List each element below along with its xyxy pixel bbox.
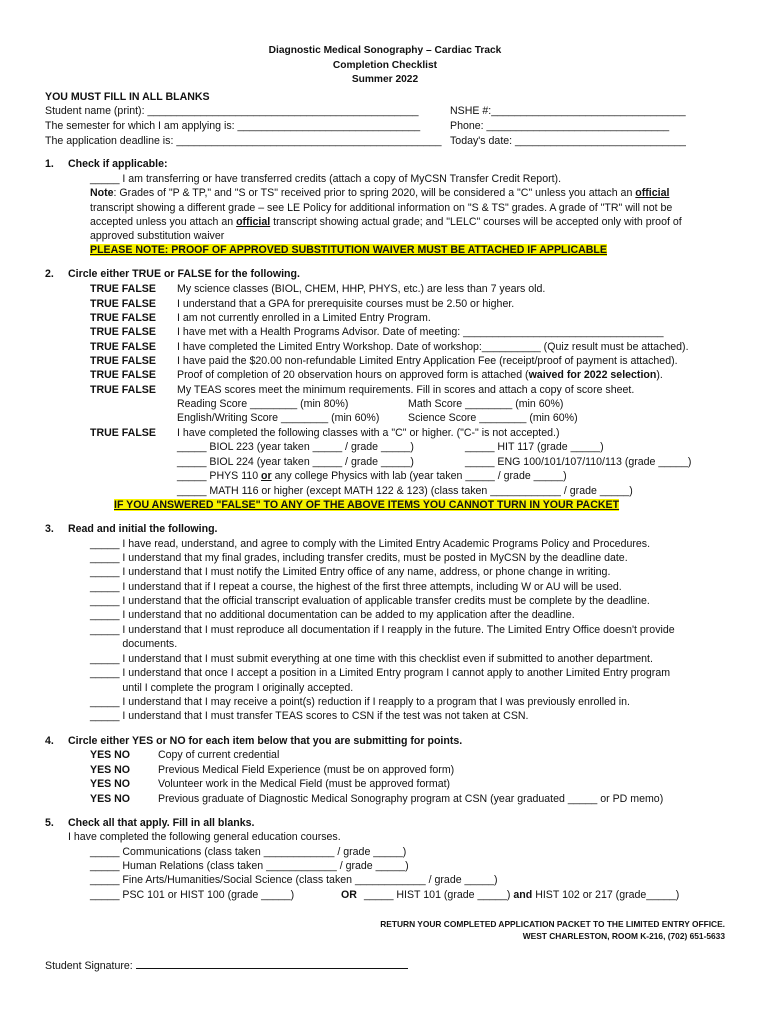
document-subtitle: Completion Checklist: [332, 59, 438, 71]
statement-item: My science classes (BIOL, CHEM, HHP, PHYS, etc.) are less than 7 years old.: [177, 283, 546, 295]
section-5-number: 5.: [45, 817, 54, 829]
true-false-choice[interactable]: TRUE FALSE: [90, 283, 156, 295]
nshe-field[interactable]: NSHE #:_________________________________: [450, 105, 686, 117]
eng-field[interactable]: _____ ENG 100/101/107/110/113 (grade _____): [465, 456, 692, 468]
section-4-number: 4.: [45, 735, 54, 747]
and-emphasis: and: [513, 889, 533, 901]
true-false-choice[interactable]: TRUE FALSE: [90, 369, 156, 381]
false-warning-text: IF YOU ANSWERED "FALSE" TO ANY OF THE ABOVE ITEMS YOU CANNOT TURN IN YOUR PACKET: [114, 499, 620, 511]
initial-line[interactable]: _____ I understand that I may receive a point(s) reduction if I reapply to a program that I was previously enrolled in.: [90, 696, 630, 708]
or-emphasis: or: [261, 470, 272, 482]
official-emphasis-2: official: [236, 216, 271, 228]
statement-item: I have completed the following classes with a "C" or higher. ("C-" is not accepted.): [177, 427, 560, 439]
semester-field[interactable]: The semester for which I am applying is: _______________________________: [45, 120, 421, 132]
signature-row: [45, 957, 408, 974]
initial-line-continuation: documents.: [90, 638, 178, 650]
initial-line[interactable]: _____ I understand that the official transcript evaluation of applicable transfer credits must be complete by the deadline.: [90, 595, 650, 607]
document-header: [0, 44, 770, 88]
math-score-field[interactable]: Math Score ________ (min 60%): [408, 398, 564, 410]
yes-no-choice[interactable]: YES NO: [90, 793, 131, 805]
section-1-heading: Check if applicable:: [68, 158, 168, 170]
please-note-banner: [90, 243, 607, 258]
points-item: Volunteer work in the Medical Field (must be approved format): [158, 778, 451, 790]
psc101-field[interactable]: _____ PSC 101 or HIST 100 (grade _____): [90, 889, 295, 901]
initial-line[interactable]: _____ I understand that if I repeat a course, the highest of the first three attempts, including W or AU will be used.: [90, 581, 622, 593]
phone-field[interactable]: Phone: _______________________________: [450, 120, 670, 132]
return-instructions: [380, 918, 725, 942]
true-false-choice[interactable]: TRUE FALSE: [90, 355, 156, 367]
todays-date-field[interactable]: Today's date: _____________________________: [450, 135, 686, 147]
please-note-text: PLEASE NOTE: PROOF OF APPROVED SUBSTITUTION WAIVER MUST BE ATTACHED IF APPLICABLE: [90, 244, 607, 256]
reading-score-field[interactable]: Reading Score ________ (min 80%): [177, 398, 349, 410]
note-line-2: transcript showing a different grade – see LE Policy for additional information on "S & TS" grades. A grade of "TR" will not be: [90, 202, 673, 214]
fine-arts-field[interactable]: _____ Fine Arts/Humanities/Social Science (class taken ____________ / grade _____): [90, 874, 498, 886]
true-false-choice[interactable]: TRUE FALSE: [90, 384, 156, 396]
points-item: Copy of current credential: [158, 749, 280, 761]
section-1-number: 1.: [45, 158, 54, 170]
transfer-credits-line[interactable]: _____ I am transferring or have transferred credits (attach a copy of MyCSN Transfer Credit Report).: [90, 173, 562, 185]
false-warning-banner: [114, 498, 619, 513]
biol223-field[interactable]: _____ BIOL 223 (year taken _____ / grade _____): [177, 441, 414, 453]
note-text-c2: transcript showing actual grade; and "LELC" courses will be accepted only with proof of: [270, 216, 682, 228]
section-5-heading: Check all that apply. Fill in all blanks.: [68, 817, 255, 829]
document-term: Summer 2022: [351, 74, 419, 86]
math116-field[interactable]: _____ MATH 116 or higher (except MATH 122 & 123) (class taken ____________ / grade _____): [177, 485, 633, 497]
initial-line[interactable]: _____ I have read, understand, and agree to comply with the Limited Entry Academic Programs Policy and Procedures.: [90, 538, 651, 550]
points-item: Previous Medical Field Experience (must be on approved form): [158, 764, 455, 776]
true-false-choice[interactable]: TRUE FALSE: [90, 312, 156, 324]
initial-line[interactable]: _____ I understand that I must reproduce all documentation if I reapply in the future. The Limited Entry Office doesn't provide: [90, 624, 675, 636]
true-false-choice[interactable]: TRUE FALSE: [90, 341, 156, 353]
note-label: Note: [90, 187, 114, 199]
signature-line[interactable]: [136, 957, 408, 969]
points-item[interactable]: Previous graduate of Diagnostic Medical Sonography program at CSN (year graduated _____ or PD memo): [158, 793, 664, 805]
student-name-field[interactable]: Student name (print): ______________________________________________: [45, 105, 419, 117]
note-line-3: [90, 215, 682, 230]
hit117-field[interactable]: _____ HIT 117 (grade _____): [465, 441, 604, 453]
initial-line[interactable]: _____ I understand that once I accept a position in a Limited Entry program I cannot apply to another Limited Entry program: [90, 667, 671, 679]
statement-item[interactable]: I have met with a Health Programs Advisor. Date of meeting: __________________________________: [177, 326, 664, 338]
waived-emphasis: waived for 2022 selection: [528, 369, 657, 381]
yes-no-choice[interactable]: YES NO: [90, 778, 131, 790]
note-line-1: [90, 186, 669, 201]
section-3-heading: Read and initial the following.: [68, 523, 218, 535]
initial-line-continuation: until I complete the program I originally accepted.: [90, 682, 354, 694]
statement-item: I am not currently enrolled in a Limited Entry Program.: [177, 312, 431, 324]
gen-ed-intro: I have completed the following general education courses.: [68, 831, 341, 843]
yes-no-choice[interactable]: YES NO: [90, 764, 131, 776]
official-emphasis: official: [635, 187, 670, 199]
note-text-c1: accepted unless you attach an: [90, 216, 237, 228]
yes-no-choice[interactable]: YES NO: [90, 749, 131, 761]
obs-text-c: ).: [656, 369, 663, 381]
true-false-choice[interactable]: TRUE FALSE: [90, 326, 156, 338]
initial-line[interactable]: _____ I understand that I must notify the Limited Entry office of any name, address, or phone change in writing.: [90, 566, 611, 578]
section-3-number: 3.: [45, 523, 54, 535]
biol224-field[interactable]: _____ BIOL 224 (year taken _____ / grade _____): [177, 456, 414, 468]
statement-item: I have paid the $20.00 non-refundable Limited Entry Application Fee (receipt/proof of payment is attached).: [177, 355, 678, 367]
return-line-2: WEST CHARLESTON, ROOM K-216, (702) 651-5633: [522, 931, 725, 941]
true-false-choice[interactable]: TRUE FALSE: [90, 427, 156, 439]
statement-item: My TEAS scores meet the minimum requirements. Fill in scores and attach a copy of score sheet.: [177, 384, 635, 396]
human-relations-field[interactable]: _____ Human Relations (class taken ____________ / grade _____): [90, 860, 409, 872]
hist-text-a: _____ HIST 101 (grade _____): [364, 889, 514, 901]
note-line-4: approved substitution waiver: [90, 230, 225, 242]
initial-line[interactable]: _____ I understand that I must transfer TEAS scores to CSN if the test was not taken at CSN.: [90, 710, 529, 722]
statement-item: I understand that a GPA for prerequisite courses must be 2.50 or higher.: [177, 298, 515, 310]
or-separator: OR: [341, 889, 357, 901]
statement-item[interactable]: I have completed the Limited Entry Workshop. Date of workshop:__________ (Quiz result must be attached).: [177, 341, 689, 353]
section-2-number: 2.: [45, 268, 54, 280]
initial-line[interactable]: _____ I understand that no additional documentation can be added to my application after the deadline.: [90, 609, 575, 621]
hist101-field[interactable]: [364, 888, 679, 903]
initial-line[interactable]: _____ I understand that my final grades, including transfer credits, must be posted in MyCSN by the deadline date.: [90, 552, 628, 564]
english-score-field[interactable]: English/Writing Score ________ (min 60%): [177, 412, 380, 424]
observation-hours-item: [177, 368, 663, 383]
true-false-choice[interactable]: TRUE FALSE: [90, 298, 156, 310]
note-text-a: : Grades of "P & TP," and "S or TS" received prior to spring 2020, will be considered a "C" unless you attach an: [113, 187, 636, 199]
deadline-field[interactable]: The application deadline is: _____________________________________________: [45, 135, 442, 147]
document-title: Diagnostic Medical Sonography – Cardiac Track: [268, 45, 502, 56]
hist-text-b: HIST 102 or 217 (grade_____): [532, 889, 680, 901]
communications-field[interactable]: _____ Communications (class taken ____________ / grade _____): [90, 846, 407, 858]
section-4-heading: Circle either YES or NO for each item below that you are submitting for points.: [68, 735, 463, 747]
section-2-heading: Circle either TRUE or FALSE for the following.: [68, 268, 300, 280]
phys-text-a: _____ PHYS 110: [177, 470, 262, 482]
phys-text-b: any college Physics with lab (year taken _____ / grade _____): [271, 470, 567, 482]
science-score-field[interactable]: Science Score ________ (min 60%): [408, 412, 578, 424]
return-line-1: RETURN YOUR COMPLETED APPLICATION PACKET TO THE LIMITED ENTRY OFFICE.: [380, 919, 725, 929]
initial-line[interactable]: _____ I understand that I must submit everything at one time with this checklist even if submitted to another department.: [90, 653, 653, 665]
obs-text-a: Proof of completion of 20 observation hours on approved form is attached (: [177, 369, 529, 381]
signature-label: Student Signature:: [45, 960, 133, 972]
phys110-field[interactable]: [177, 469, 567, 484]
fill-heading: YOU MUST FILL IN ALL BLANKS: [45, 91, 210, 103]
